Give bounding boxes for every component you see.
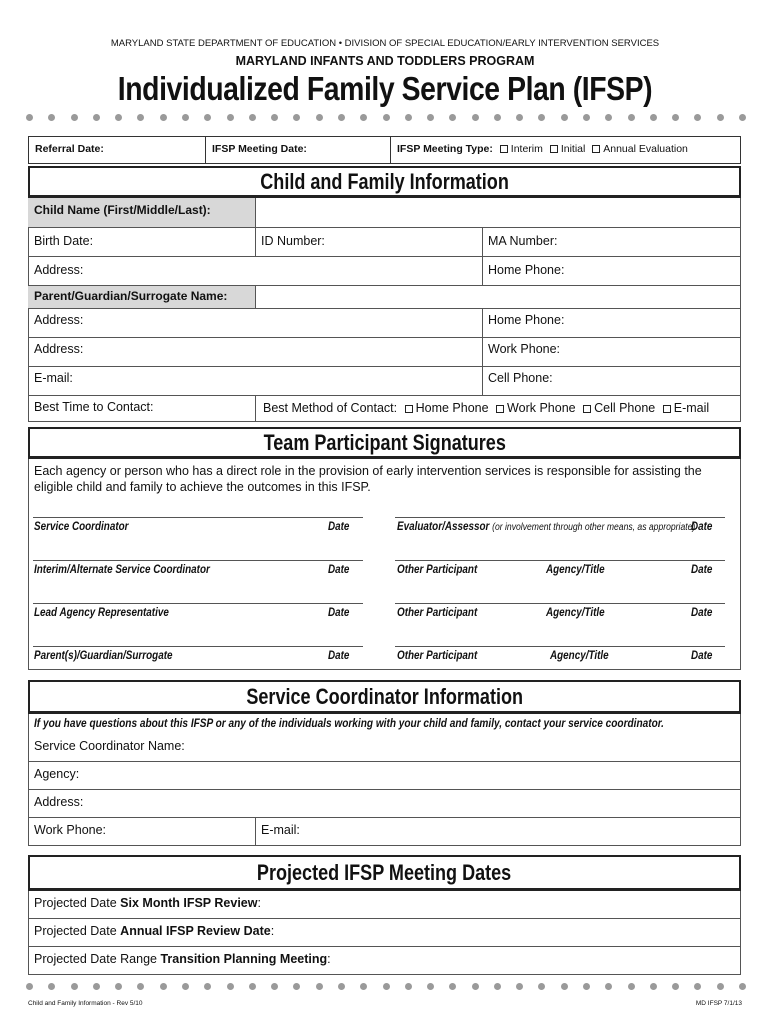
divider-dot [538,114,545,121]
meeting-info-row [28,136,741,164]
divider-dot [26,983,33,990]
coordinator-address-row[interactable]: Address: [28,790,741,818]
divider-dot [249,983,256,990]
divider-dot [137,114,144,121]
ifsp-meeting-date-field[interactable]: IFSP Meeting Date: [206,137,391,163]
sig-other-participant-3[interactable]: Other Participant [397,650,478,662]
agency-line: MARYLAND STATE DEPARTMENT OF EDUCATION • DIVISION OF SPECIAL EDUCATION/EARLY INTERVENTION SERVICES [110,38,660,49]
divider-dot [472,114,479,121]
email-cell-row[interactable]: E-mail: Cell Phone: [28,367,741,396]
sig-agency-title-1: Agency/Title [546,564,605,576]
checkbox-annual[interactable] [592,145,600,153]
section-team-signatures: Team Participant Signatures [28,427,741,459]
page-title: Individualized Family Service Plan (IFSP) [117,70,653,107]
best-method-options: Best Method of Contact: Home Phone Work Phone Cell Phone E-mail [263,401,710,415]
divider-dot [538,983,545,990]
divider-dot [694,114,701,121]
divider-dot [360,114,367,121]
dotted-divider [26,114,746,126]
team-intro: Each agency or person who has a direct role in the provision of early intervention services is responsible for assisting the eligible child and family to achieve the outcomes in this IFSP. [34,464,702,494]
footer-left: Child and Family Information - Rev 5/10 [28,1000,143,1007]
divider-dot [48,983,55,990]
divider-dot [93,114,100,121]
sig-date-6: Date [691,607,713,619]
divider-dot [137,983,144,990]
sig-agency-title-3: Agency/Title [550,650,609,662]
divider-dot [93,983,100,990]
divider-dot [405,983,412,990]
divider-dot [694,983,701,990]
section-child-family: Child and Family Information [28,166,741,198]
checkbox-method-home[interactable] [405,405,413,413]
sig-date-7: Date [328,650,350,662]
sig-lead-agency[interactable]: Lead Agency Representative [34,607,169,619]
sig-date-8: Date [691,650,713,662]
divider-dot [48,114,55,121]
projected-six-month-row[interactable]: Projected Date Six Month IFSP Review: [28,891,741,919]
divider-dot [316,983,323,990]
divider-dot [316,114,323,121]
divider-dot [71,114,78,121]
divider-dot [338,114,345,121]
divider-dot [472,983,479,990]
best-contact-row[interactable]: Best Time to Contact: Best Method of Contact: Home Phone Work Phone Cell Phone E-mail [28,396,741,422]
divider-dot [115,983,122,990]
divider-dot [160,114,167,121]
section-coordinator-info: Service Coordinator Information [28,680,741,714]
divider-dot [650,114,657,121]
divider-dot [182,114,189,121]
divider-dot [717,114,724,121]
divider-dot [494,983,501,990]
checkbox-method-cell[interactable] [583,405,591,413]
projected-transition-row[interactable]: Projected Date Range Transition Planning Meeting: [28,947,741,975]
birth-id-ma-row[interactable]: Birth Date: ID Number: MA Number: [28,228,741,257]
divider-dot [583,983,590,990]
divider-dot [338,983,345,990]
divider-dot [717,983,724,990]
referral-date-field[interactable]: Referral Date: [29,137,206,163]
divider-dot [227,114,234,121]
sig-other-participant-2[interactable]: Other Participant [397,607,478,619]
parent-address-row[interactable]: Address: Home Phone: [28,309,741,338]
divider-dot [204,114,211,121]
checkbox-method-work[interactable] [496,405,504,413]
divider-dot [516,114,523,121]
divider-dot [672,983,679,990]
divider-dot [605,983,612,990]
divider-dot [739,983,746,990]
sig-service-coordinator[interactable]: Service Coordinator [34,521,129,533]
divider-dot [71,983,78,990]
parent-name-label: Parent/Guardian/Surrogate Name: [28,286,255,308]
section-projected-dates: Projected IFSP Meeting Dates [28,855,741,891]
projected-annual-row[interactable]: Projected Date Annual IFSP Review Date: [28,919,741,947]
sig-parents[interactable]: Parent(s)/Guardian/Surrogate [34,650,173,662]
divider-dot [516,983,523,990]
divider-dot [115,114,122,121]
divider-dot [405,114,412,121]
checkbox-method-email[interactable] [663,405,671,413]
divider-dot [26,114,33,121]
divider-dot [561,983,568,990]
divider-dot [271,114,278,121]
divider-dot [449,983,456,990]
divider-dot [672,114,679,121]
divider-dot [383,983,390,990]
divider-dot [427,983,434,990]
sig-date-4: Date [691,564,713,576]
divider-dot [160,983,167,990]
sig-other-participant-1[interactable]: Other Participant [397,564,478,576]
sig-date-2: Date [691,521,713,533]
divider-dot [449,114,456,121]
child-name-label: Child Name (First/Middle/Last): [28,198,255,227]
divider-dot [561,114,568,121]
divider-dot [227,983,234,990]
divider-dot [293,114,300,121]
sig-evaluator[interactable]: Evaluator/Assessor (or involvement through other means, as appropriate) [397,521,696,533]
parent-address2-row[interactable]: Address: Work Phone: [28,338,741,367]
parent-name-row[interactable] [28,286,741,309]
coordinator-phone-email-row[interactable]: Work Phone: E-mail: [28,818,741,846]
ifsp-meeting-type-field: IFSP Meeting Type: Interim Initial Annual Evaluation [397,143,688,155]
program-name: MARYLAND INFANTS AND TODDLERS PROGRAM [235,54,535,68]
footer-right: MD IFSP 7/1/13 [695,1000,742,1007]
divider-dot [427,114,434,121]
divider-dot [182,983,189,990]
checkbox-interim[interactable] [500,145,508,153]
coordinator-note: If you have questions about this IFSP or any of the individuals working with your child and family, contact your service coordinator. [34,716,664,730]
divider-dot [249,114,256,121]
divider-dot [650,983,657,990]
divider-dot [628,983,635,990]
divider-dot [383,114,390,121]
coordinator-agency-row[interactable]: Agency: [28,762,741,790]
child-name-row[interactable] [28,198,741,228]
divider-dot [583,114,590,121]
sig-date-5: Date [328,607,350,619]
sig-interim-coordinator[interactable]: Interim/Alternate Service Coordinator [34,564,210,576]
sig-date-1: Date [328,521,350,533]
divider-dot [628,114,635,121]
divider-dot [204,983,211,990]
divider-dot [494,114,501,121]
divider-dot [739,114,746,121]
divider-dot [360,983,367,990]
divider-dot [605,114,612,121]
dotted-divider-bottom [26,983,746,995]
checkbox-initial[interactable] [550,145,558,153]
divider-dot [271,983,278,990]
sig-date-3: Date [328,564,350,576]
sig-agency-title-2: Agency/Title [546,607,605,619]
divider-dot [293,983,300,990]
child-address-row[interactable]: Address: Home Phone: [28,257,741,286]
coordinator-name-row[interactable]: Service Coordinator Name: [28,734,741,762]
